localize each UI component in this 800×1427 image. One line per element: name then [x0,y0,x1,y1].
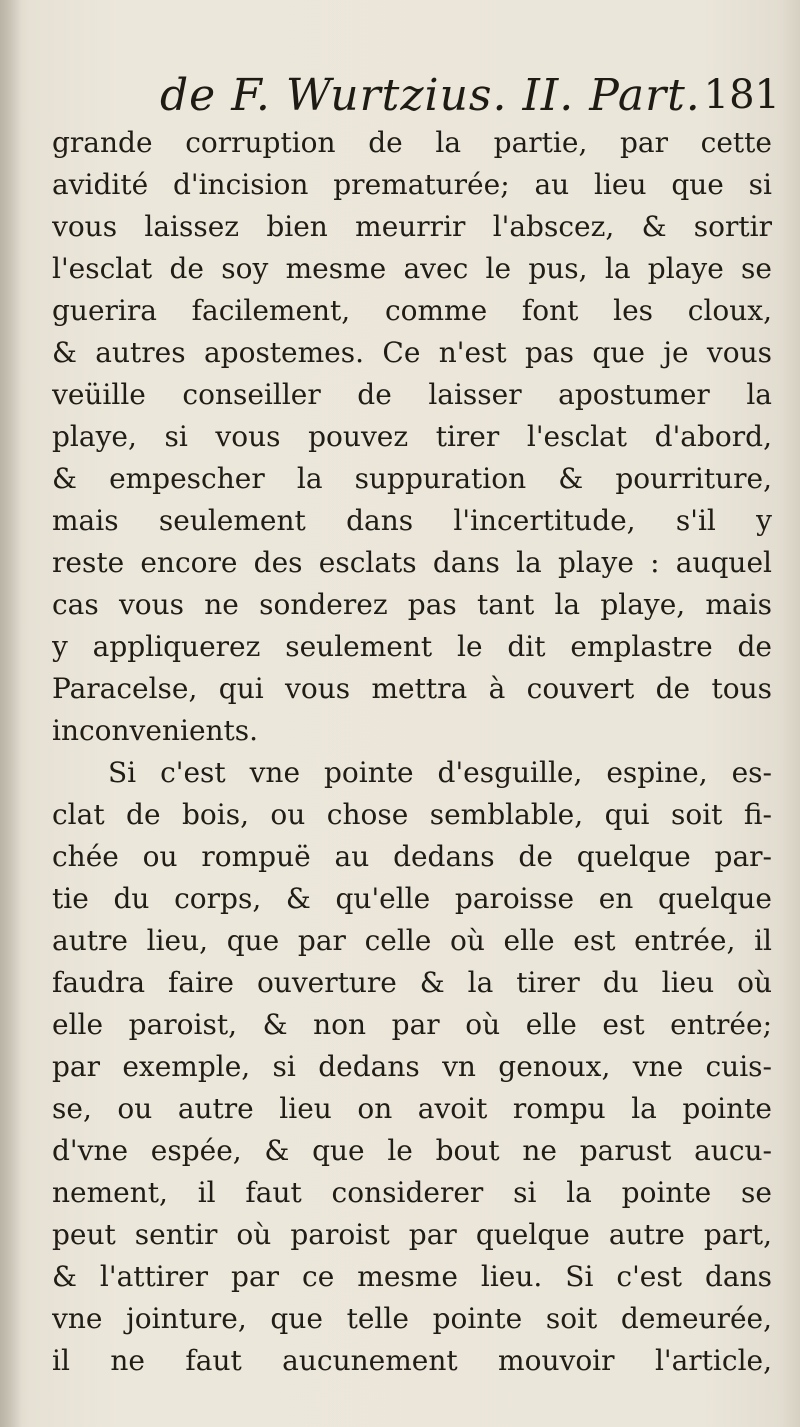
text-line: l'esclat de soy mesme avec le pus, la playe se [52,252,772,285]
text-line: mais seulement dans l'incertitude, s'il y [52,504,772,537]
running-title: de F. Wurtzius. II. Part. [160,70,701,121]
page-number: 181 [703,72,780,118]
text-line: tie du corps, & qu'elle paroisse en quelque [52,882,772,915]
text-line: autre lieu, que par celle où elle est entrée, il [52,924,772,957]
text-line: clat de bois, ou chose semblable, qui soit fi- [52,798,772,831]
text-line: & autres apostemes. Ce n'est pas que je vous [52,336,772,369]
text-line: y appliquerez seulement le dit emplastre de [52,630,772,663]
text-line: veüille conseiller de laisser apostumer la [52,378,772,411]
page-header [140,70,780,130]
text-line: cas vous ne sonderez pas tant la playe, mais [52,588,772,621]
text-line: il ne faut aucunement mouvoir l'article, [52,1344,772,1377]
gutter-shadow [0,0,22,1427]
paragraph-end-line: inconvenients. [52,714,259,747]
text-line: d'vne espée, & que le bout ne parust aucu- [52,1134,772,1167]
text-line: par exemple, si dedans vn genoux, vne cuis- [52,1050,772,1083]
text-line: vne jointure, que telle pointe soit demeurée, [52,1302,772,1335]
text-line: & l'attirer par ce mesme lieu. Si c'est dans [52,1260,772,1293]
text-line: se, ou autre lieu on avoit rompu la pointe [52,1092,772,1125]
text-line: peut sentir où paroist par quelque autre part, [52,1218,772,1251]
text-line: & empescher la suppuration & pourriture, [52,462,772,495]
paragraph-start-line: Si c'est vne pointe d'esguille, espine, es- [108,756,772,789]
text-line: grande corruption de la partie, par cette [52,126,772,159]
text-line: guerira facilement, comme font les cloux, [52,294,772,327]
body-text [52,122,772,1382]
text-line: avidité d'incision prematurée; au lieu que si [52,168,772,201]
text-line: vous laissez bien meurrir l'abscez, & sortir [52,210,772,243]
text-line: reste encore des esclats dans la playe : auquel [52,546,772,579]
text-line: faudra faire ouverture & la tirer du lieu où [52,966,772,999]
text-line: chée ou rompuë au dedans de quelque par- [52,840,772,873]
text-line: elle paroist, & non par où elle est entrée; [52,1008,772,1041]
text-line: nement, il faut considerer si la pointe se [52,1176,772,1209]
text-line: playe, si vous pouvez tirer l'esclat d'abord, [52,420,772,453]
text-line: Paracelse, qui vous mettra à couvert de tous [52,672,772,705]
